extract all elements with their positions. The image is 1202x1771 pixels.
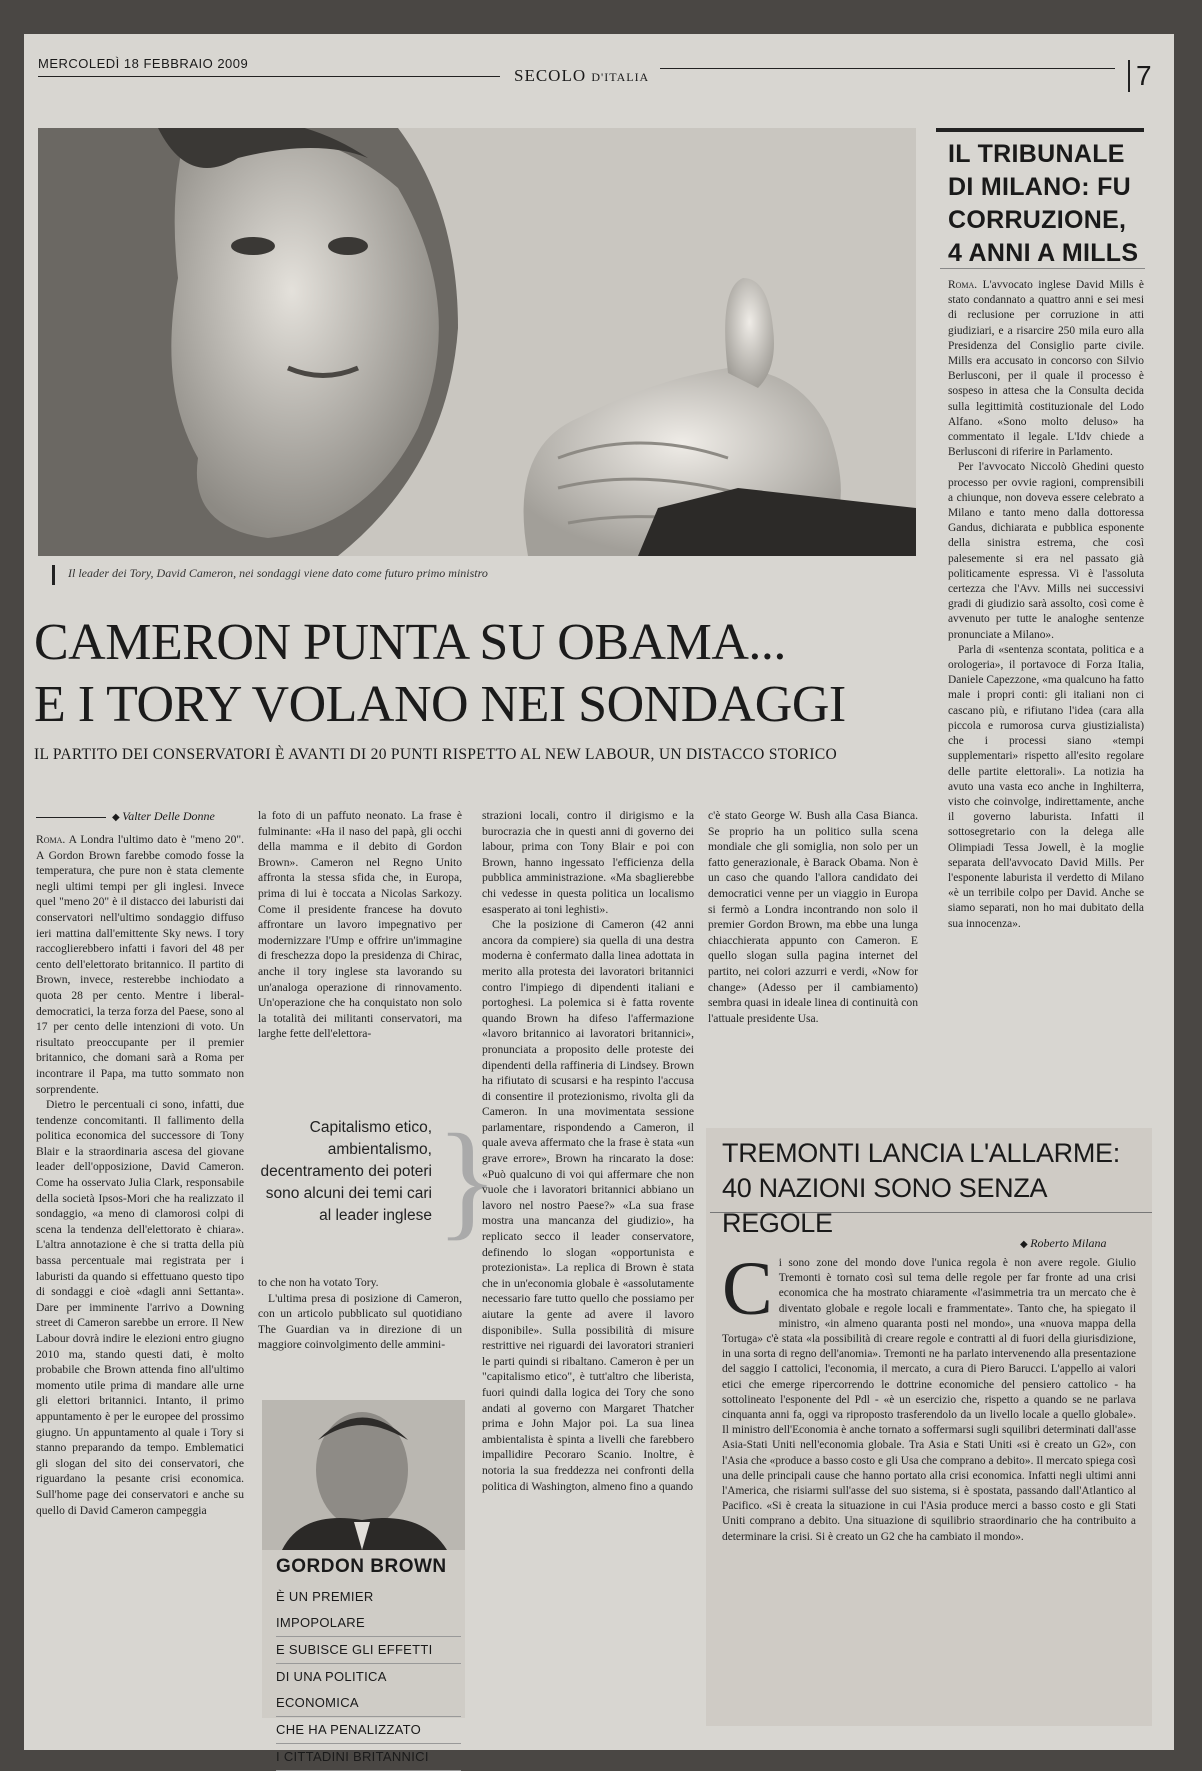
byline-rule <box>36 817 106 818</box>
newspaper-name-main: SECOLO <box>514 66 587 85</box>
issue-date: MERCOLEDÌ 18 FEBBRAIO 2009 <box>38 56 249 71</box>
paragraph: la foto di un paffuto neonato. La frase è fulminante: «Ha il naso del papà, gli occhi della mamma e il debito di Gordon Brown». Cameron nel Regno Unito affronta la stessa sfida che, in Europa, prima di lui è toccata a Nicolas Sarkozy. Come il presidente francese ha dovuto affrontare un lavoro impegnativo per modernizzare l'Ump e offrire un'immagine di freschezza dopo la presidenza di Chirac, anche il tory inglese sta lavorando su un'analoga operazione di rinnovamento. Un'operazione che ha conquistato non solo la totalità dei militanti conservatori, ma larghe fette dell'elettora- <box>258 809 462 1041</box>
cameron-photo-illustration <box>38 128 916 556</box>
drop-cap: C <box>722 1247 773 1331</box>
tremonti-author: ◆ Roberto Milana <box>1020 1236 1107 1251</box>
summary-line: E SUBISCE GLI EFFETTI <box>276 1637 461 1664</box>
paragraph <box>948 278 1144 460</box>
masthead <box>38 38 1150 98</box>
tremonti-headline-line-2: 40 NAZIONI SONO SENZA REGOLE <box>722 1173 1046 1238</box>
tremonti-article-body <box>722 1247 1136 1545</box>
cameron-photo <box>38 128 916 556</box>
paragraph: c'è stato George W. Bush alla Casa Bianca. Se proprio ha un politico sulla scena mondiale che gli somiglia, non solo per un fatto generazionale, è Barack Obama. Non è un caso che quando l'allora candidato dei democratici venne per un viaggio in Europa si fermò a Londra incontrando non solo il premier Gordon Brown, ma ebbe una lunga chiacchierata appunto con Cameron. E quello slogan sulla pagina internet del partito, nei colori azzurri e verdi, «Now for change» (Adesso per il cambiamento) sembra quasi in ideale linea di continuità con l'attuale presidente Usa. <box>708 809 918 1025</box>
newspaper-name <box>514 66 649 86</box>
headline-line-2: E I TORY VOLANO NEI SONDAGGI <box>34 676 846 733</box>
paragraph: Per l'avvocato Niccolò Ghedini questo processo per ovvie ragioni, comprensibili a chiunque, non doveva essere celebrato a Milano e tanto meno dalla dottoressa Gandus, dichiarata e pubblica esponente della sinistra estrema, che così palesemente si era nel passato già politicamente espressa. Vi è l'assoluta certezza che l'Avv. Mills nei successivi gradi di giudizio sarà assolto, così come è avvenuto per tutte le analoghe sentenze pronunciate a Milano». <box>948 461 1144 641</box>
paragraph <box>36 832 244 1097</box>
summary-line: DI UNA POLITICA ECONOMICA <box>276 1664 461 1717</box>
side-article-rule <box>936 128 1144 132</box>
gordon-brown-summary <box>276 1584 461 1771</box>
main-headline <box>34 612 924 736</box>
newspaper-name-suffix: D'ITALIA <box>591 70 650 84</box>
dateline: Roma. <box>948 279 978 291</box>
article-column-2 <box>258 808 462 1042</box>
article-column-2-continued <box>258 1275 462 1353</box>
tremonti-headline-line-1: TREMONTI LANCIA L'ALLARME: <box>722 1138 1120 1168</box>
headline-line-1: CAMERON PUNTA SU OBAMA... <box>34 614 786 671</box>
article-column-1 <box>36 832 244 1518</box>
masthead-rule-right <box>660 68 1115 69</box>
summary-line: I CITTADINI BRITANNICI <box>276 1744 461 1771</box>
subheadline: IL PARTITO DEI CONSERVATORI È AVANTI DI 20 PUNTI RISPETTO AL NEW LABOUR, UN DISTACCO STORICO <box>34 746 837 763</box>
side-article-title: IL TRIBUNALE DI MILANO: FU CORRUZIONE, 4 ANNI A MILLS <box>948 140 1139 267</box>
pull-quote: Capitalismo etico, ambientalismo, decentramento dei poteri sono alcuni dei temi cari al leader inglese <box>260 1119 432 1224</box>
gordon-brown-title: GORDON BROWN <box>276 1556 447 1577</box>
page-number: 7 <box>1128 60 1152 92</box>
paragraph: to che non ha votato Tory. <box>258 1276 379 1289</box>
article-column-3 <box>482 808 694 1494</box>
summary-line: È UN PREMIER IMPOPOLARE <box>276 1584 461 1637</box>
paragraph-text: i sono zone del mondo dove l'unica regola è non avere regole. Giulio Tremonti è tornato così sul tema delle regole per far fronte ad una crisi economica che ha mostrato chiaramente «l'asimmetria tra un mercato che è diventato globale e regole locali e frammentate». Tanto che, ha spiegato il ministro, «in almeno quaranta posti nel mondo», una «nuova mappa della Tortuga» c'è stata «la possibilità di creare regole e contratti al di fuori della giurisdizione, in una sorta di regno dell'anomia». Tremonti ne ha parlato intervenendo alla presentazione del saggio I cattolici, l'economia, il mercato, a cura di Piero Barucci. L'appello ai valori etici che emerge ripercorrendo le dottrine economiche del pensiero cattolico - ha sottolineato l'esponente del Pdl - «è un esercizio che, rispetto a quando se ne parlava cinquanta anni fa, oggi va riproposto trasferendolo da un livello locale a quello globale». Il ministro dell'Economia è anche tornato a soffermarsi sugli squilibri determinati dall'asse Asia-Stati Uniti nell'economia globale. Tra Asia e Stati Uniti «si è creato un G2», con l'Asia che «produce a basso costo e gli Usa che comprano a debito». Il mercato spiega così una delle principali cause che hanno portato alla crisi economica. Infatti negli ultimi anni l'America, che risiarmi sull'asse del suo sistema, si è spostata, passando dall'Atlantico al Pacifico. «Si è creata la situazione in cui l'Asia produce merci a basso costo e gli Stati Uniti comprano a debito. Una situazione di squilibrio straordinario che ha contribuito a determinare la crisi. Si è creato un G2 che ha cambiato il mondo». <box>722 1257 1136 1543</box>
side-article-separator <box>940 268 1145 269</box>
paragraph: Che la posizione di Cameron (42 anni ancora da compiere) sia quella di una destra moderna è confermato dalla linea adottata in merito alla protesta dei lavoratori britannici contro l'impiego di dipendenti italiani e portoghesi. La polemica si è fatta rovente quando Brown ha difeso l'affermazione «lavoro britannico ai lavoratori britannici», pronunciata a proposito delle proteste dei dipendenti della raffineria di Lindsey. Brown ha rifiutato di scusarsi e ha respinto l'accusa di consentire il protezionismo, rivolta gli da Cameron. In una movimentata sessione parlamentare, rispondendo a Cameron, il quale aveva affermato che la frase è stata «un grave errore», Brown ha rincarato la dose: «Può qualcuno di voi qui affermare che non vuole che i lavoratori britannici abbiano un lavoro nel nostro Paese?» «La sua frase mostra una mancanza del giudizio», ha replicato secco il leader conservatore, definendo lo slogan «opportunista e protezionista». La replica di Brown è stata che in un'economia globale è «assolutamente necessario fare tutto quello che possiamo per aiutare la gente ad avere il lavoro disponibile». Sulla possibilità di misure restrittive nei riguardi dei lavoratori stranieri le parti quindi si ribaltano. Cameron è per un "capitalismo etico", è tutt'altro che liberista, fuori quindi dalla logica dei Tory che sono andati al governo con Margaret Thatcher prima e John Major poi. La sua linea ambientalista è spinta a livelli che farebbero impallidire Pecoraro Scanio. Inoltre, è notoria la sua freddezza nei confronti della politica di Washington, almeno fino a quando <box>482 918 694 1493</box>
summary-line: CHE HA PENALIZZATO <box>276 1717 461 1744</box>
pull-quote-brace: } <box>436 1108 499 1252</box>
dateline: Roma. <box>36 833 66 846</box>
paragraph: L'ultima presa di posizione di Cameron, con un articolo pubblicato sul quotidiano The Guardian va in direzione di un maggiore coinvolgimento delle ammini- <box>258 1291 462 1352</box>
gordon-brown-photo-illustration <box>262 1400 465 1550</box>
article-column-4 <box>708 808 918 1026</box>
paragraph <box>722 1247 1136 1545</box>
tremonti-rule <box>710 1212 1152 1213</box>
tremonti-headline <box>722 1136 1152 1241</box>
caption-marker <box>52 565 55 585</box>
paragraph-text: L'avvocato inglese David Mills è stato condannato a quattro anni e sei mesi di reclusione per corruzione in atti giudiziari, e a risarcire 250 mila euro alla Presidenza del Consiglio parte civile. Mills era accusato in concorso con Silvio Berlusconi, per il quale il processo è sospeso in attesa che la Consulta decida sulla legittimità costituzionale del Lodo Alfano. «Sono molto deluso» ha commentato il legale. L'Idv chiede a Berlusconi di riferire in Parlamento. <box>948 279 1144 459</box>
gordon-brown-photo <box>262 1400 465 1550</box>
paragraph: strazioni locali, contro il dirigismo e la burocrazia che in questi anni di governo dei labour, prima con Tony Blair e poi con Brown, hanno ingessato l'efficienza della pubblica amministrazione. «Ma sbaglierebbe chi vedesse in questa politica un localismo esasperato ai toni leghisti». <box>482 809 694 916</box>
masthead-rule-left <box>38 76 500 77</box>
side-article-body <box>948 278 1144 932</box>
photo-caption: Il leader dei Tory, David Cameron, nei sondaggi viene dato come futuro primo ministro <box>68 566 488 580</box>
author-byline: ◆ Valter Delle Donne <box>112 809 215 824</box>
paragraph: Dietro le percentuali ci sono, infatti, due tendenze concomitanti. Il fallimento della politica economica del successore di Tony Blair e la straordinaria ascesa del giovane leader dell'opposizione, David Cameron. Come ha osservato Julia Clark, responsabile della società Ipsos-Mori che ha realizzato il sondaggio, «a meno di clamorosi colpi di scena la tendenza dell'elettorato è chiara». L'altra annotazione è che si tratta della più bassa percentuale mai registrata per i laburisti da quando si effettuano questo tipo di sondaggi e cioè «dagli anni Settanta». Dare per imminente l'arrivo a Downing street di Cameron sarebbe un errore. Il New Labour dovrà indire le elezioni entro giugno 2010 ma, stando questi dati, è molto probabile che Brown attenda fino all'ultimo momento utile prima di mandare alle urne gli elettori britannici. Intanto, il primo appuntamento è per le europee del prossimo giugno. Un appuntamento al quale i Tory si stanno preparando da tempo. Emblematici gli slogan del sito dei conservatori, che riguardano la pesante crisi economica. Sull'home page dei conservatori e anche su quello di David Cameron campeggia <box>36 1098 244 1517</box>
paragraph: Parla di «sentenza scontata, politica e a orologeria», il portavoce di Forza Italia, Daniele Capezzone, «ma qualcuno ha fatto male i propri conti: gli italiani non ci cascano più, e rifiutano l'idea (cara alla piccola e rumorosa curva giustizialista) che i processi siano «tempi supplementari» rispetto all'esito regolare delle partite elettorali». La notizia ha avuto una vasta eco anche in Inghilterra, visto che coinvolge, indirettamente, anche il governo laburista. Infatti il sottosegretario con la delega alle Olimpiadi Tessa Jowell, è la moglie separata dell'avvocato David Mills. Per l'esponente laburista il verdetto di Milano «è un terribile colpo per David. Anche se siamo separati, non ho mai dubitato della sua innocenza». <box>948 643 1144 930</box>
paragraph-text: A Londra l'ultimo dato è "meno 20". A Gordon Brown farebbe comodo fosse la temperatura, che pure non è stata clemente negli ultimi tempi per gli inglesi. Invece quel "meno 20" è il distacco dei laburisti dai conservatori nell'ultimo sondaggio diffuso ieri mattina dall'emittente Sky news. I tory raccoglierebbero infatti i favori del 48 per cento dell'elettorato britannico. Il partito di Brown, invece, resterebbe inchiodato a quota 28 per cento. Mentre i liberal-democratici, la terza forza del Paese, sono al 17 per cento delle intenzioni di voto. Un risultato preoccupante per il premier britannico, che domani sarà a Roma per incontrare il Papa, ma tutto sommato non sorprendente. <box>36 833 244 1096</box>
